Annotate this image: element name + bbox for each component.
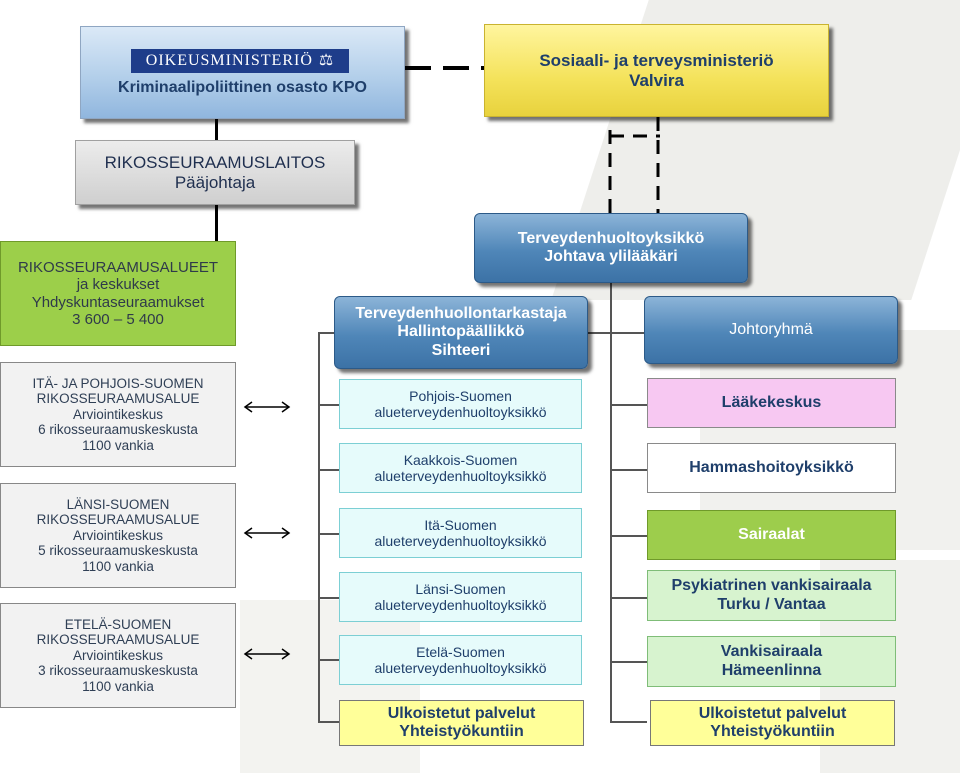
dashed-connector-ministry-stm — [405, 62, 485, 74]
stm-line2: Valvira — [629, 70, 684, 90]
unit-kaakkois-suomen — [339, 443, 582, 493]
unit-etela-suomen — [339, 635, 582, 685]
connector-thy-right — [610, 332, 644, 334]
unit-line2: alueterveydenhuoltoyksikkö — [374, 597, 547, 613]
tht-line2: Hallintopäällikkö — [397, 323, 525, 341]
bracket-vertical-left — [318, 332, 320, 722]
outsourced-left-line2: Yhteistyökuntiin — [399, 723, 524, 740]
thy-line2: Johtava ylilääkäri — [544, 248, 678, 265]
unit-line1: Itä-Suomen — [424, 516, 497, 533]
laakekeskus-box — [647, 378, 896, 428]
stm-box — [484, 24, 829, 117]
thy-line1: Terveydenhuoltoyksikkö — [517, 229, 705, 247]
psykiatrinen-box — [647, 570, 896, 621]
double-arrow-2 — [242, 527, 292, 539]
tht-line3: Sihteeri — [431, 341, 491, 359]
double-arrow-1 — [242, 401, 292, 413]
bracket-unit-3 — [318, 533, 339, 535]
region-line: 6 rikosseuraamuskeskusta — [38, 422, 198, 438]
unit-line1: Länsi-Suomen — [415, 580, 506, 597]
johtoryhma-box — [644, 296, 898, 364]
outsourced-left-box — [339, 700, 584, 746]
alueet-line1: RIKOSSEURAAMUSALUEET — [17, 259, 219, 276]
region-line: RIKOSSEURAAMUSALUE — [36, 512, 200, 528]
unit-line2: alueterveydenhuoltoyksikkö — [374, 468, 547, 484]
hammashoito-label: Hammashoitoyksikkö — [689, 458, 854, 476]
hammashoitoyksikko-box — [647, 443, 896, 493]
region-line: 1100 vankia — [82, 558, 154, 574]
bracket-unit-4 — [318, 597, 339, 599]
region-line: ETELÄ-SUOMEN — [64, 616, 172, 632]
outsourced-left-line1: Ulkoistetut palvelut — [387, 704, 536, 722]
ministry-logo-text: OIKEUSMINISTERIÖ — [145, 51, 313, 69]
outsourced-right-line1: Ulkoistetut palvelut — [698, 704, 847, 722]
alueet-box — [0, 241, 236, 346]
region-line: Arviointikeskus — [72, 527, 164, 543]
connector-ministry-rikos — [215, 119, 218, 140]
connector-rikos-alueet — [215, 205, 218, 241]
region-etela — [0, 603, 236, 708]
unit-line1: Kaakkois-Suomen — [403, 451, 518, 468]
vanki-line2: Hämeenlinna — [721, 661, 822, 679]
tht-line1: Terveydenhuollontarkastaja — [355, 304, 567, 322]
connector-right-6 — [610, 721, 647, 723]
alueet-line3: Yhdyskuntaseuraamukset — [31, 293, 205, 311]
background-shape-3 — [240, 600, 420, 773]
region-line: 1100 vankia — [82, 678, 154, 694]
unit-lansi-suomen — [339, 572, 582, 622]
vanki-line1: Vankisairaala — [720, 643, 823, 661]
ministry-subtitle: Kriminaalipoliittinen osasto KPO — [118, 79, 367, 96]
connector-right-5 — [610, 661, 647, 663]
sairaalat-box — [647, 510, 896, 560]
rikos-line1: RIKOSSEURAAMUSLAITOS — [104, 152, 326, 172]
region-ita-pohjois — [0, 362, 236, 467]
bracket-top-left — [318, 332, 334, 334]
connector-thy-left — [588, 332, 610, 334]
outsourced-right-line2: Yhteistyökuntiin — [710, 723, 835, 740]
bracket-out-left — [318, 721, 339, 723]
unit-line1: Pohjois-Suomen — [409, 387, 512, 404]
region-line: LÄNSI-SUOMEN — [66, 496, 170, 512]
region-line: 3 rikosseuraamuskeskusta — [38, 663, 198, 679]
dashed-connector-horizontal — [610, 130, 660, 142]
region-line: RIKOSSEURAAMUSALUE — [36, 632, 200, 648]
bracket-unit-1 — [318, 404, 339, 406]
unit-line2: alueterveydenhuoltoyksikkö — [374, 404, 547, 420]
region-line: Arviointikeskus — [72, 647, 164, 663]
stm-line1: Sosiaali- ja terveysministeriö — [539, 50, 774, 70]
terveydenhuoltoyksikko-box — [474, 213, 748, 283]
dashed-connector-down — [604, 130, 616, 215]
double-arrow-3 — [242, 648, 292, 660]
psyk-line1: Psykiatrinen vankisairaala — [671, 577, 872, 595]
bracket-unit-2 — [318, 469, 339, 471]
unit-line2: alueterveydenhuoltoyksikkö — [374, 533, 547, 549]
connector-right-4 — [610, 597, 647, 599]
region-line: RIKOSSEURAAMUSALUE — [36, 391, 200, 407]
ministry-logo — [131, 49, 349, 73]
connector-right-1 — [610, 404, 647, 406]
sairaalat-label: Sairaalat — [738, 525, 805, 543]
outsourced-right-box — [650, 700, 895, 746]
unit-ita-suomen — [339, 508, 582, 558]
alueet-line2: ja keskukset — [76, 276, 160, 294]
rikosseuraamuslaitos-box — [75, 140, 355, 205]
vankisairaala-box — [647, 636, 896, 687]
connector-thy-down — [610, 283, 612, 723]
unit-line2: alueterveydenhuoltoyksikkö — [374, 660, 547, 676]
region-line: Arviointikeskus — [72, 406, 164, 422]
bracket-unit-5 — [318, 659, 339, 661]
region-line: 5 rikosseuraamuskeskusta — [38, 543, 198, 559]
alueet-line4: 3 600 – 5 400 — [72, 310, 164, 328]
rikos-line2: Pääjohtaja — [174, 172, 256, 192]
region-line: ITÄ- JA POHJOIS-SUOMEN — [32, 375, 204, 391]
region-line: 1100 vankia — [82, 437, 154, 453]
psyk-line2: Turku / Vantaa — [717, 595, 826, 613]
scales-icon: ⚖ — [318, 51, 335, 69]
ministry-box — [80, 26, 405, 119]
laakekeskus-label: Lääkekeskus — [721, 393, 822, 411]
tarkastaja-box — [334, 296, 588, 369]
connector-right-2 — [610, 469, 647, 471]
unit-line1: Etelä-Suomen — [416, 643, 505, 660]
region-lansi — [0, 483, 236, 588]
connector-right-3 — [610, 535, 647, 537]
unit-pohjois-suomen — [339, 379, 582, 429]
johto-label: Johtoryhmä — [729, 320, 813, 338]
